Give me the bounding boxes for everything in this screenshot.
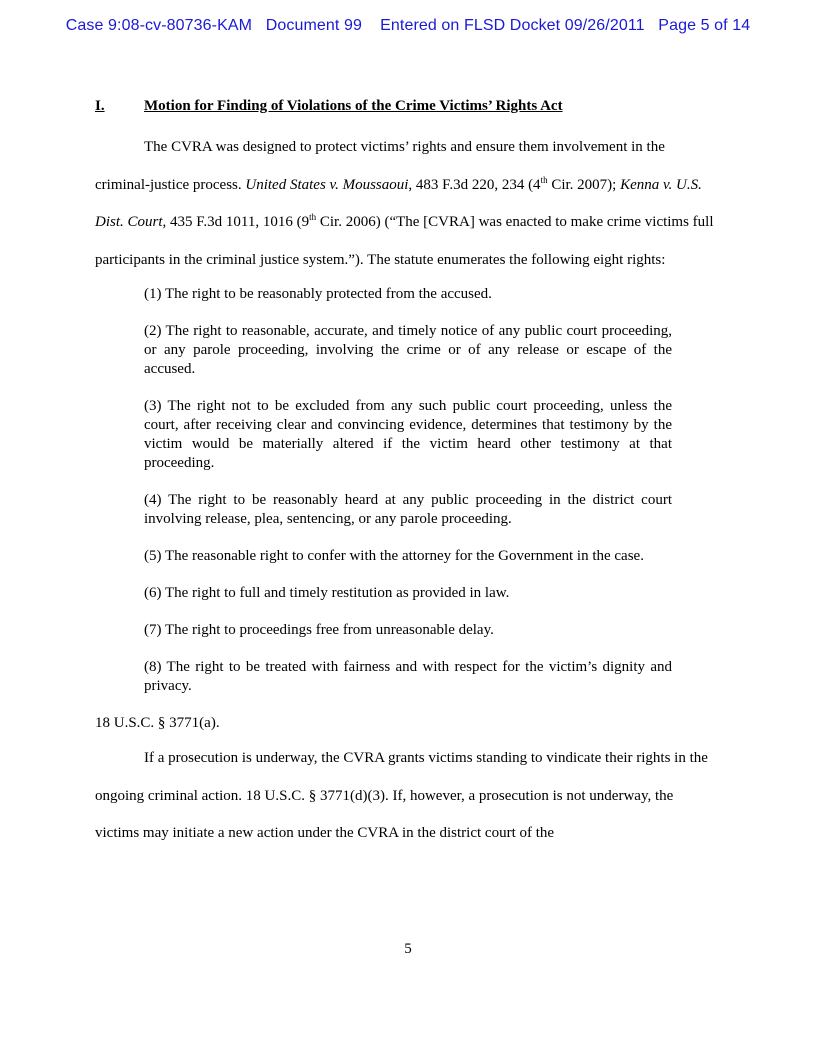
header-document-number: Document 99: [265, 17, 362, 34]
page-number: 5: [404, 941, 412, 957]
right-item: (7) The right to proceedings free from unreasonable delay.: [144, 622, 494, 638]
section-number: I.: [95, 98, 105, 114]
prosecution-paragraph: If a prosecution is underway, the CVRA grants victims standing to vindicate their rights in the ongoing criminal action. 18 U.S.C. § 3771(d)(3). If, however, a prosecution is not underway, the victims may initiate a new action under the CVRA in the district court of the: [95, 750, 708, 841]
header-entered-docket: Entered on FLSD Docket 09/26/2011: [380, 17, 645, 34]
header-case-number: Case 9:08-cv-80736-KAM: [65, 17, 253, 34]
case-moussaoui: United States v. Moussaoui: [245, 176, 409, 193]
header-page-count: Page 5 of 14: [658, 17, 751, 34]
case-kenna: Kenna v. U.S. Dist. Court: [95, 176, 702, 230]
right-item: (3) The right not to be excluded from any such public court proceeding, unless the court, after receiving clear and convincing evidence, determines that testimony by the victim would be materially altered if the victim heard other testimony at that proceeding.: [144, 398, 672, 471]
intro-text-2: , 483 F.3d 220, 234 (4: [408, 176, 541, 193]
ordinal-sup-1: th: [540, 174, 548, 185]
section-title: Motion for Finding of Violations of the Crime Victims’ Rights Act: [144, 98, 563, 114]
right-item: (4) The right to be reasonably heard at any public proceeding in the district court involving release, plea, sentencing, or any parole proceeding.: [144, 492, 672, 527]
statute-citation: 18 U.S.C. § 3771(a).: [95, 715, 220, 731]
rights-block-quote: [95, 285, 720, 696]
intro-text-4: , 435 F.3d 1011, 1016 (9: [162, 214, 310, 230]
page-body: [95, 95, 720, 853]
intro-paragraph: [95, 129, 720, 279]
intro-text-3: Cir. 2007);: [547, 176, 621, 193]
right-item: (2) The right to reasonable, accurate, and timely notice of any public court proceeding, or any parole proceeding, involving the crime or of any release or escape of the accused.: [144, 323, 672, 377]
intro-text-1: The CVRA was designed to protect victims’ rights and ensure them involvement in the criminal-justice process.: [95, 139, 665, 193]
ordinal-sup-2: th: [309, 212, 317, 222]
intro-text-5: Cir. 2006) (“The [CVRA] was enacted to make crime victims full participants in the criminal justice system.”). The statute enumerates the following eight rights:: [95, 214, 714, 268]
section-heading: [95, 95, 720, 117]
right-item: (8) The right to be treated with fairness and with respect for the victim’s dignity and privacy.: [144, 659, 672, 694]
right-item: (6) The right to full and timely restitution as provided in law.: [144, 585, 510, 601]
right-item: (1) The right to be reasonably protected from the accused.: [144, 286, 492, 302]
right-item: (5) The reasonable right to confer with the attorney for the Government in the case.: [144, 548, 644, 564]
docket-header: [0, 17, 816, 35]
